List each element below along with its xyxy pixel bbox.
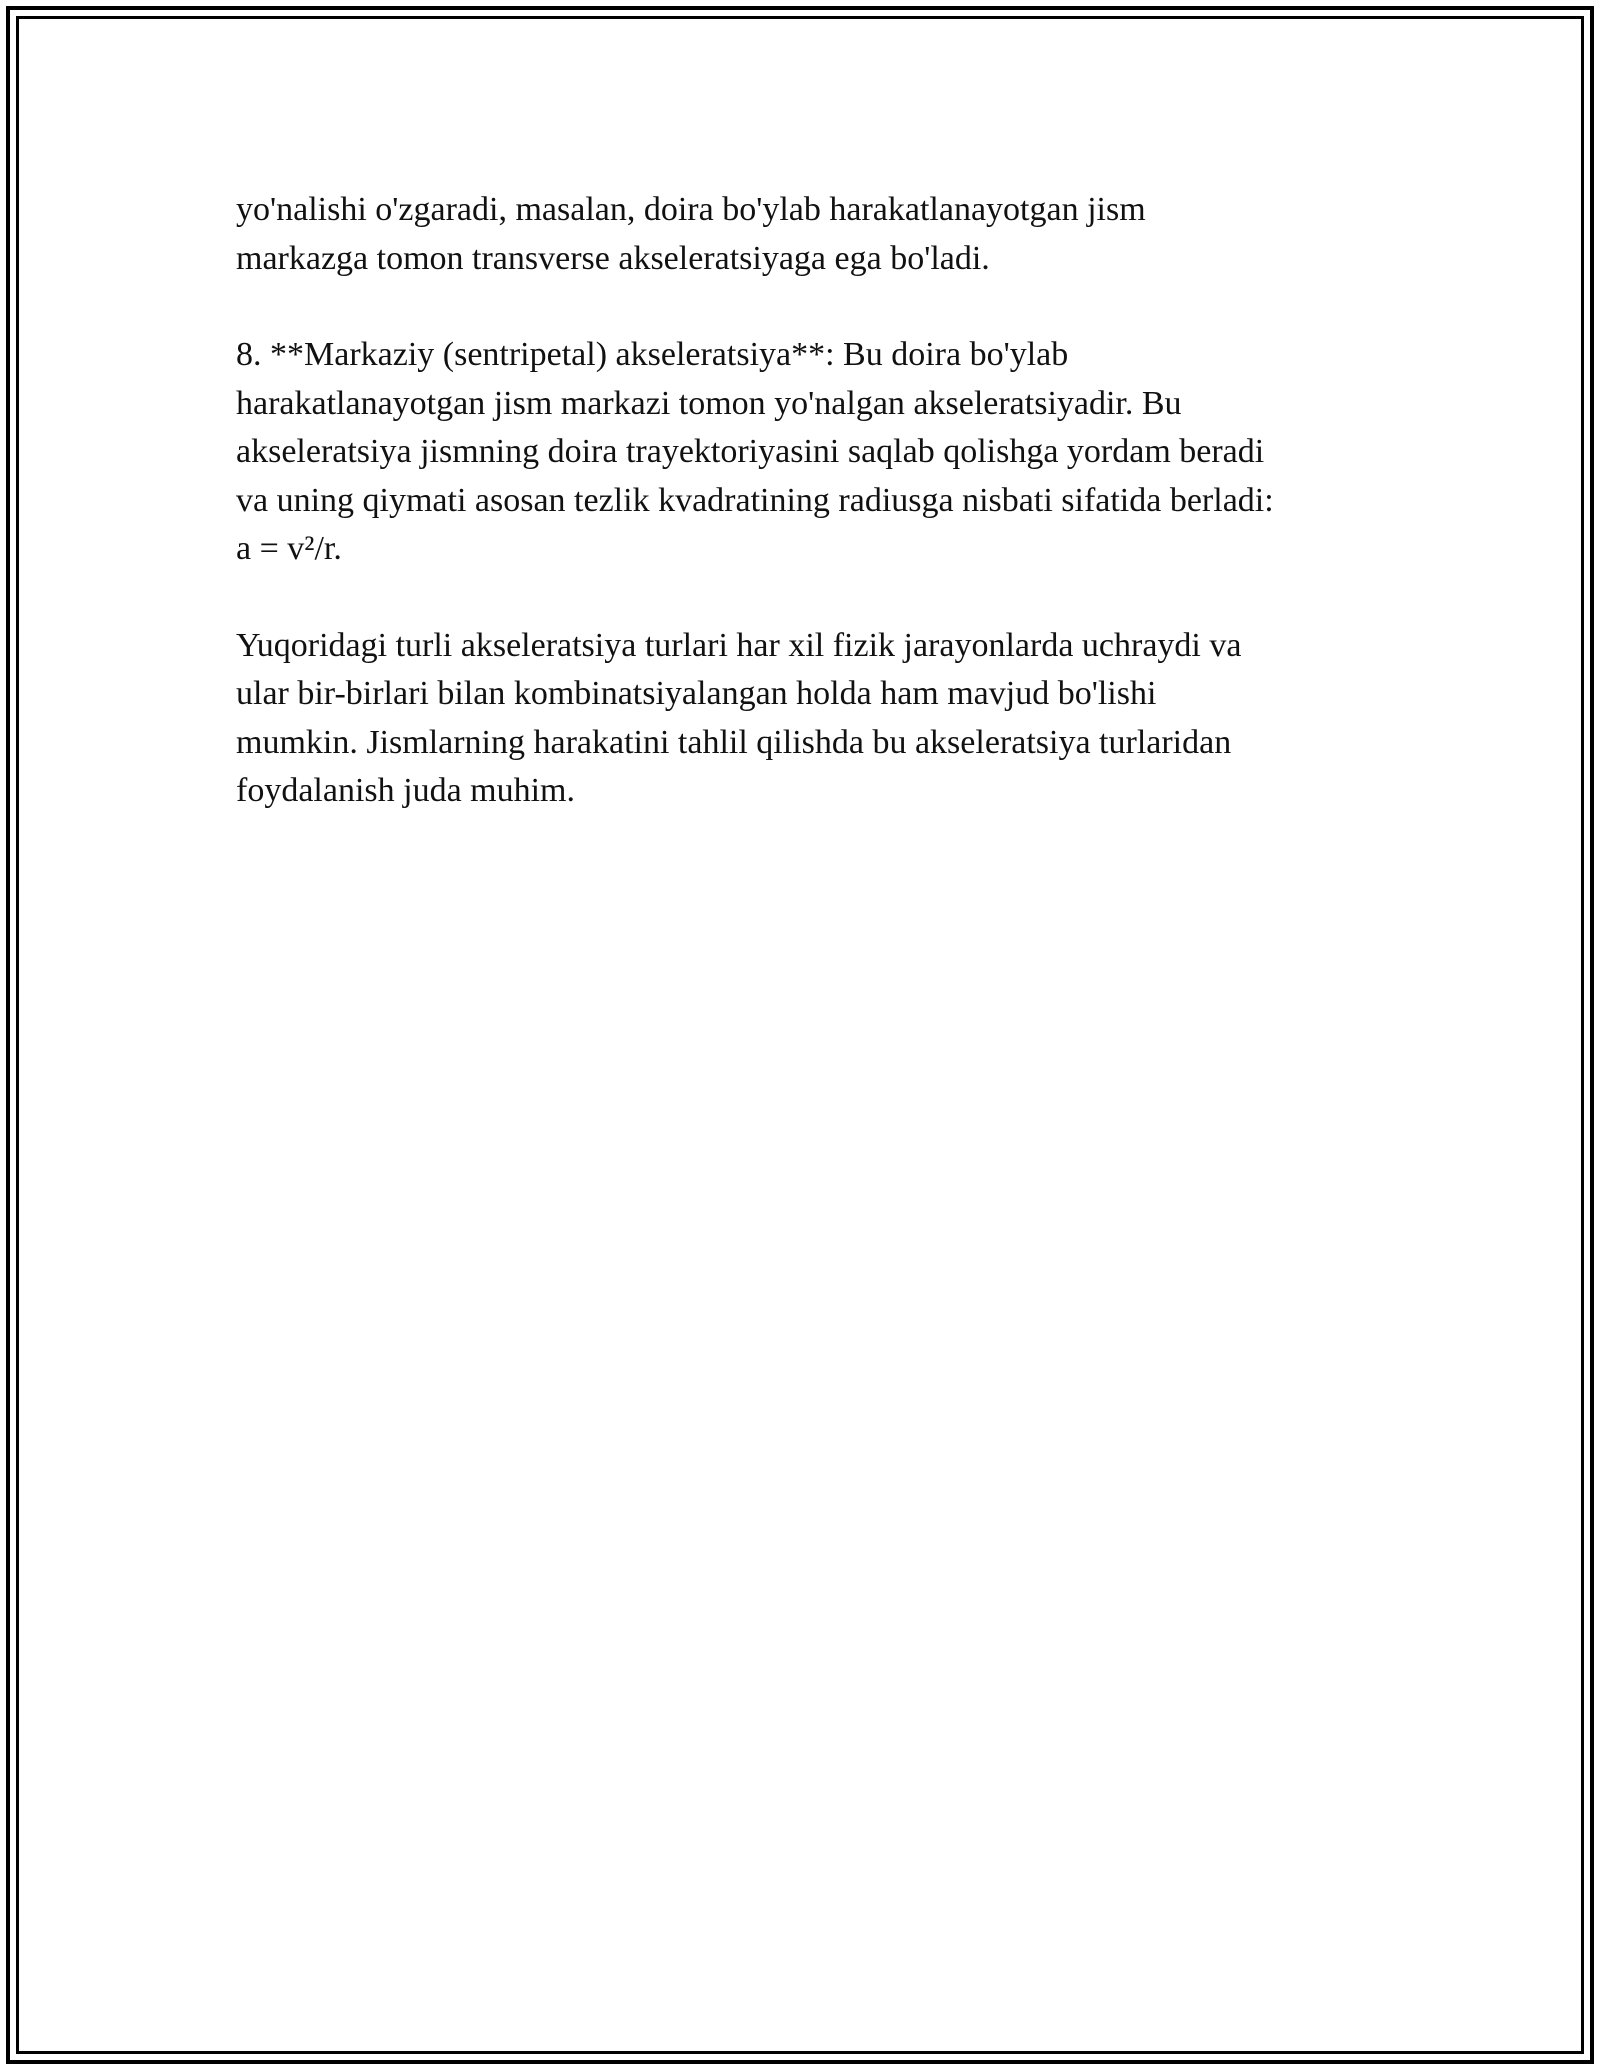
formula-line: a = v²/r. <box>236 530 342 567</box>
text-line: yo'nalishi o'zgaradi, masalan, doira bo'ylab harakatlanayotgan jism <box>236 191 1146 228</box>
text-line: foydalanish juda muhim. <box>236 772 576 809</box>
text-line: va uning qiymati asosan tezlik kvadratining radiusga nisbati sifatida berladi: <box>236 481 1274 519</box>
paragraph-centripetal-acceleration <box>236 331 1376 574</box>
text-line: harakatlanayotgan jism markazi tomon yo'nalgan akseleratsiyadir. Bu <box>236 384 1182 422</box>
text-line: ular bir-birlari bilan kombinatsiyalangan holda ham mavjud bo'lishi <box>236 675 1157 712</box>
text-line: akseleratsiya jismning doira trayektoriyasini saqlab qolishga yordam beradi <box>236 433 1265 470</box>
paragraph-transverse-acceleration <box>236 186 1376 283</box>
text-line: mumkin. Jismlarning harakatini tahlil qilishda bu akseleratsiya turlaridan <box>236 723 1232 761</box>
text-line: 8. **Markaziy (sentripetal) akseleratsiya**: Bu doira bo'ylab <box>236 336 1069 373</box>
paragraph-conclusion <box>236 622 1376 816</box>
document-body <box>236 186 1376 864</box>
text-line: Yuqoridagi turli akseleratsiya turlari har xil fizik jarayonlarda uchraydi va <box>236 626 1242 664</box>
text-line: markazga tomon transverse akseleratsiyaga ega bo'ladi. <box>236 239 990 277</box>
